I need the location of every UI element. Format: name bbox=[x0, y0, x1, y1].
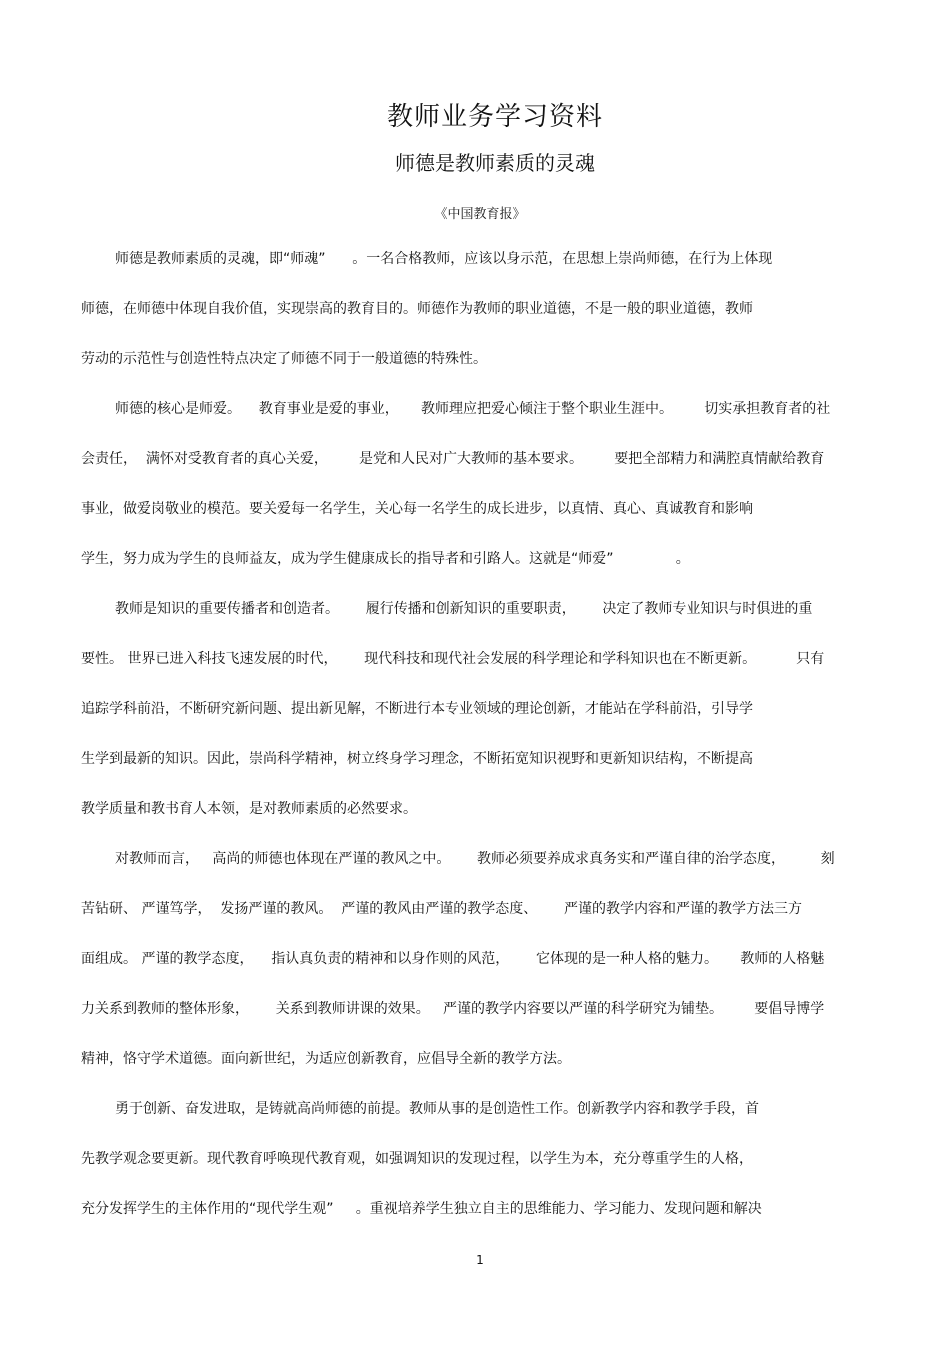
body-line: 先教学观念要更新。现代教育呼唤现代教育观，如强调知识的发现过程，以学生为本，充分尊重学生的人格， bbox=[81, 1151, 753, 1167]
body-line: 教学质量和教书育人本领，是对教师素质的必然要求。 bbox=[81, 801, 417, 817]
page-number: 1 bbox=[476, 1253, 484, 1267]
body-line: 劳动的示范性与创造性特点决定了师德不同于一般道德的特殊性。 bbox=[81, 351, 487, 367]
document-subtitle: 师德是教师素质的灵魂 bbox=[395, 151, 595, 175]
body-line: 会责任， 满怀对受教育者的真心关爱， 是党和人民对广大教师的基本要求。 要把全部精力和满腔真情献给教育 bbox=[81, 451, 825, 467]
body-line: 师德是教师素质的灵魂，即“师魂” 。一名合格教师，应该以身示范，在思想上崇尚师德，在行为上体现 bbox=[115, 251, 773, 267]
body-line: 精神，恪守学术道德。面向新世纪，为适应创新教育，应倡导全新的教学方法。 bbox=[81, 1051, 571, 1067]
body-line: 学生，努力成为学生的良师益友，成为学生健康成长的指导者和引路人。这就是“师爱” 。 bbox=[81, 551, 690, 567]
body-line: 要性。 世界已进入科技飞速发展的时代， 现代科技和现代社会发展的科学理论和学科知识也在不断更新。 只有 bbox=[81, 651, 825, 667]
body-line: 对教师而言， 高尚的师德也体现在严谨的教风之中。 教师必须要养成求真务实和严谨自律的治学态度， 刻 bbox=[115, 851, 835, 867]
source-citation: 《中国教育报》 bbox=[434, 207, 526, 222]
body-line: 师德，在师德中体现自我价值，实现崇高的教育目的。师德作为教师的职业道德，不是一般的职业道德，教师 bbox=[81, 301, 753, 317]
body-line: 教师是知识的重要传播者和创造者。 履行传播和创新知识的重要职责， 决定了教师专业知识与时俱进的重 bbox=[115, 601, 813, 617]
body-line: 事业，做爱岗敬业的模范。要关爱每一名学生，关心每一名学生的成长进步，以真情、真心、真诚教育和影响 bbox=[81, 501, 753, 517]
body-line: 力关系到教师的整体形象， 关系到教师讲课的效果。 严谨的教学内容要以严谨的科学研究为铺垫。 要倡导博学 bbox=[81, 1001, 825, 1017]
body-line: 苦钻研、 严谨笃学， 发扬严谨的教风。 严谨的教风由严谨的教学态度、 严谨的教学内容和严谨的教学方法三方 bbox=[81, 901, 802, 917]
body-line: 勇于创新、奋发进取，是铸就高尚师德的前提。教师从事的是创造性工作。创新教学内容和教学手段，首 bbox=[115, 1101, 759, 1117]
body-line: 面组成。 严谨的教学态度， 指认真负责的精神和以身作则的风范， 它体现的是一种人格的魅力。 教师的人格魅 bbox=[81, 951, 825, 967]
body-line: 师德的核心是师爱。 教育事业是爱的事业， 教师理应把爱心倾注于整个职业生涯中。 切实承担教育者的社 bbox=[115, 401, 831, 417]
body-line: 生学到最新的知识。因此，崇尚科学精神，树立终身学习理念，不断拓宽知识视野和更新知识结构，不断提高 bbox=[81, 751, 753, 767]
body-line: 追踪学科前沿，不断研究新问题、提出新见解，不断进行本专业领域的理论创新，才能站在学科前沿，引导学 bbox=[81, 701, 753, 717]
document-title: 教师业务学习资料 bbox=[386, 102, 603, 132]
body-line: 充分发挥学生的主体作用的“现代学生观” 。重视培养学生独立自主的思维能力、学习能力、发现问题和解决 bbox=[81, 1201, 762, 1217]
